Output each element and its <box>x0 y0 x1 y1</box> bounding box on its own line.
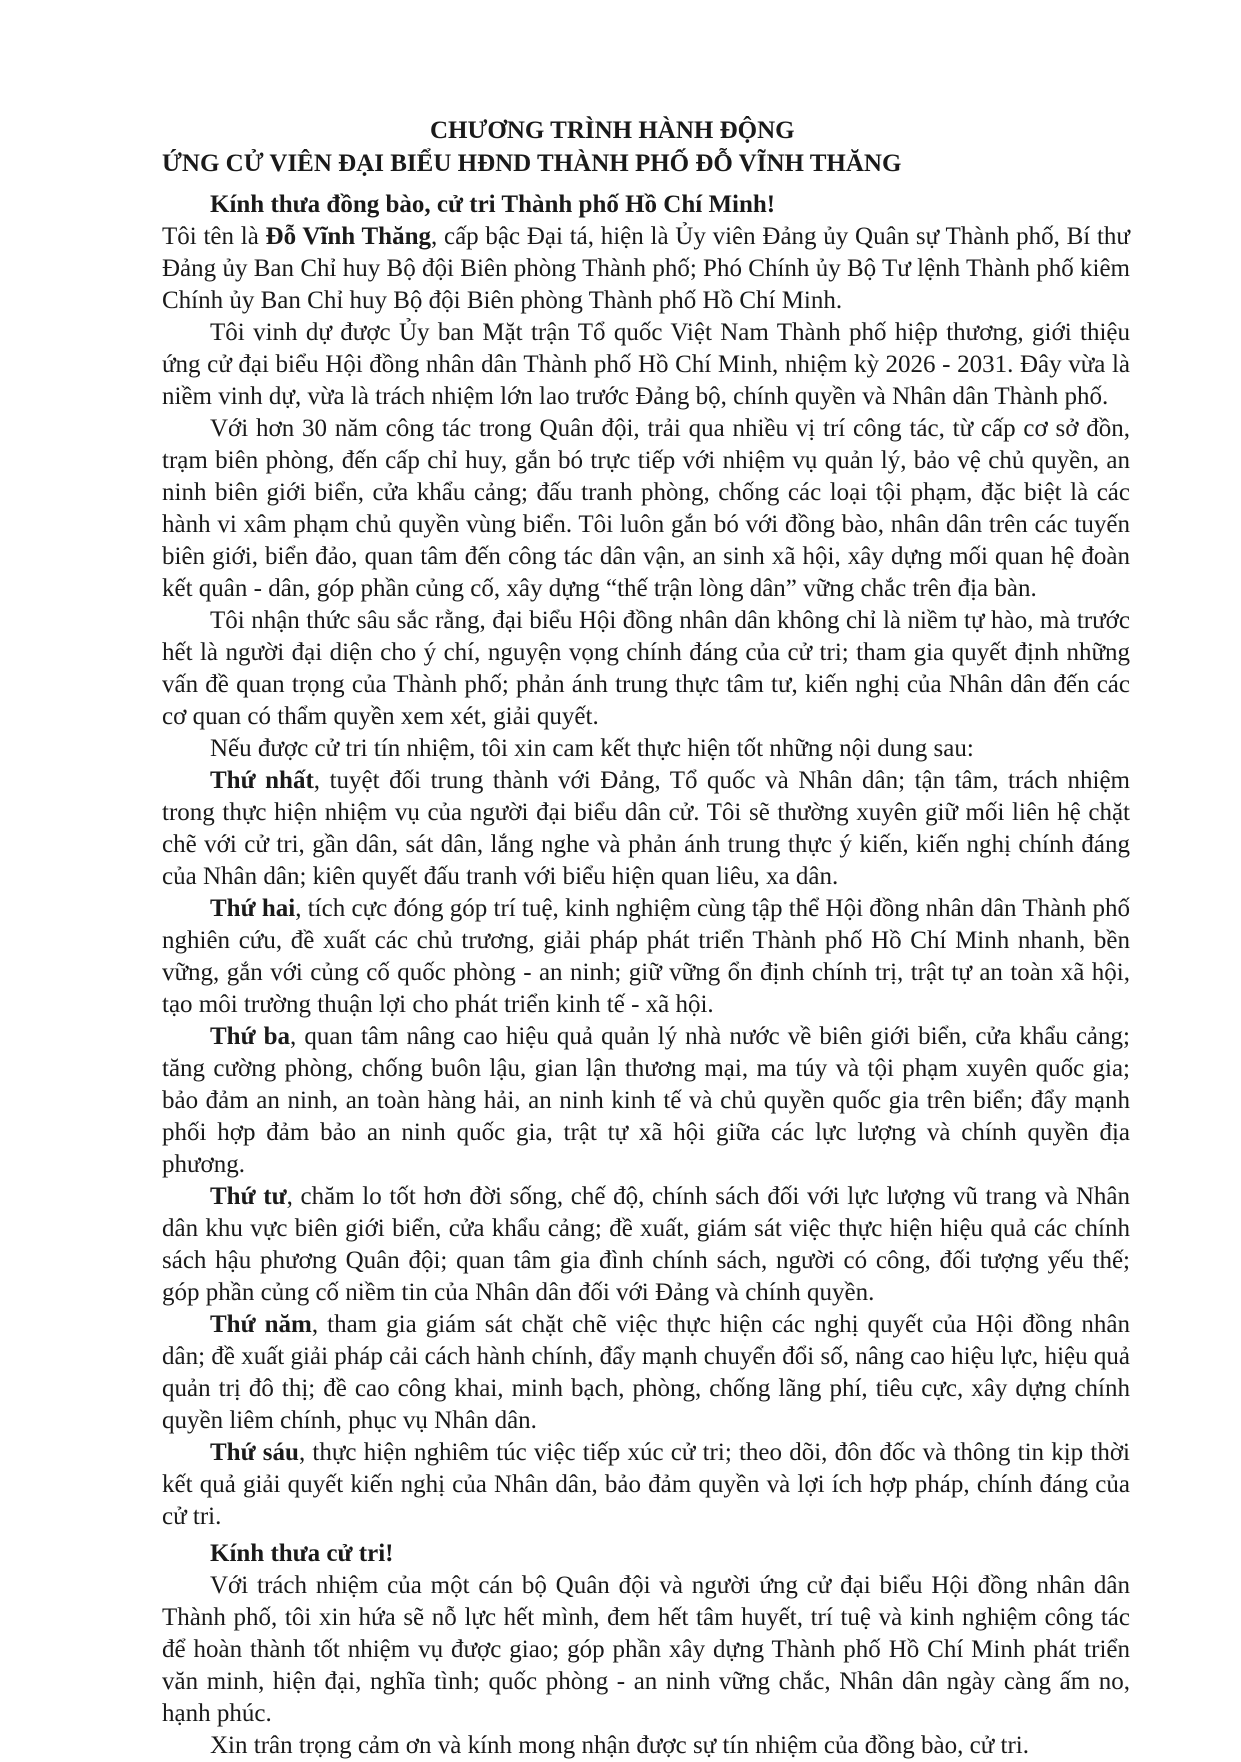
candidate-name: Đỗ Vĩnh Thăng <box>265 223 431 250</box>
document-title-line-2: ỨNG CỬ VIÊN ĐẠI BIỂU HĐND THÀNH PHỐ ĐỖ VĨNH THĂNG <box>162 150 902 177</box>
closing-greeting: Kính thưa cử tri! <box>210 1540 394 1567</box>
commitment-paragraph <box>162 1021 1130 1181</box>
commitment-text: , tuyệt đối trung thành với Đảng, Tổ quốc và Nhân dân; tận tâm, trách nhiệm trong thực hiện nhiệm vụ của người đại biểu dân cử. Tôi sẽ thường xuyên giữ mối liên hệ chặt chẽ với cử tri, gần dân, sát dân, lắng nghe và phản ánh trung thực ý kiến, kiến nghị chính đáng của Nhân dân; kiên quyết đấu tranh với biểu hiện quan liêu, xa dân. <box>162 767 1130 890</box>
closing-paragraph: Xin trân trọng cảm ơn và kính mong nhận được sự tín nhiệm của đồng bào, cử tri. <box>210 1732 1030 1759</box>
commitment-lead: Thứ hai <box>210 895 296 922</box>
commitment-paragraph <box>162 1309 1130 1437</box>
commitment-text: , thực hiện nghiêm túc việc tiếp xúc cử tri; theo dõi, đôn đốc và thông tin kịp thời kết quả giải quyết kiến nghị của Nhân dân, bảo đảm quyền và lợi ích hợp pháp, chính đáng của cử tri. <box>162 1439 1130 1530</box>
commitment-lead: Thứ năm <box>210 1311 312 1338</box>
commitment-text: , quan tâm nâng cao hiệu quả quản lý nhà nước về biên giới biển, cửa khẩu cảng; tăng cường phòng, chống buôn lậu, gian lận thương mại, ma túy và tội phạm xuyên quốc gia; bảo đảm an ninh, an toàn hàng hải, an ninh kinh tế và chủ quyền quốc gia trên biển; đẩy mạnh phối hợp đảm bảo an ninh quốc gia, trật tự xã hội giữa các lực lượng và chính quyền địa phương. <box>162 1023 1130 1178</box>
commitment-paragraph <box>162 893 1130 1021</box>
commitment-paragraph <box>162 1437 1130 1533</box>
intro-paragraph <box>162 221 1130 317</box>
commitment-text: , tham gia giám sát chặt chẽ việc thực hiện các nghị quyết của Hội đồng nhân dân; đề xuất giải pháp cải cách hành chính, đẩy mạnh chuyển đổi số, nâng cao hiệu lực, hiệu quả quản trị đô thị; đề cao công khai, minh bạch, phòng, chống lãng phí, tiêu cực, xây dựng chính quyền liêm chính, phục vụ Nhân dân. <box>162 1311 1130 1434</box>
commitment-paragraph <box>162 765 1130 893</box>
commitment-lead: Thứ nhất <box>210 767 314 794</box>
commitment-paragraph <box>162 1181 1130 1309</box>
body-paragraph: Tôi vinh dự được Ủy ban Mặt trận Tổ quốc Việt Nam Thành phố hiệp thương, giới thiệu ứng cử đại biểu Hội đồng nhân dân Thành phố Hồ Chí Minh, nhiệm kỳ 2026 - 2031. Đây vừa là niềm vinh dự, vừa là trách nhiệm lớn lao trước Đảng bộ, chính quyền và Nhân dân Thành phố. <box>162 319 1130 410</box>
opening-greeting: Kính thưa đồng bào, cử tri Thành phố Hồ Chí Minh! <box>210 191 776 218</box>
commitment-lead: Thứ ba <box>210 1023 291 1050</box>
document-title-line-1: CHƯƠNG TRÌNH HÀNH ĐỘNG <box>430 117 795 144</box>
commitment-lead: Thứ tư <box>210 1183 287 1210</box>
commitment-text: , chăm lo tốt hơn đời sống, chế độ, chính sách đối với lực lượng vũ trang và Nhân dân khu vực biên giới biển, cửa khẩu cảng; đề xuất, giám sát việc thực hiện hiệu quả các chính sách hậu phương Quân đội; quan tâm gia đình chính sách, người có công, đối tượng yếu thế; góp phần củng cố niềm tin của Nhân dân đối với Đảng và chính quyền. <box>162 1183 1130 1306</box>
closing-paragraph: Với trách nhiệm của một cán bộ Quân đội và người ứng cử đại biểu Hội đồng nhân dân Thành phố, tôi xin hứa sẽ nỗ lực hết mình, đem hết tâm huyết, trí tuệ và kinh nghiệm công tác để hoàn thành tốt nhiệm vụ được giao; góp phần xây dựng Thành phố Hồ Chí Minh phát triển văn minh, hiện đại, nghĩa tình; quốc phòng - an ninh vững chắc, Nhân dân ngày càng ấm no, hạnh phúc. <box>162 1572 1130 1727</box>
commitment-text: , tích cực đóng góp trí tuệ, kinh nghiệm cùng tập thể Hội đồng nhân dân Thành phố nghiên cứu, đề xuất các chủ trương, giải pháp phát triển Thành phố Hồ Chí Minh nhanh, bền vững, gắn với củng cố quốc phòng - an ninh; giữ vững ổn định chính trị, trật tự an toàn xã hội, tạo môi trường thuận lợi cho phát triển kinh tế - xã hội. <box>162 895 1130 1018</box>
intro-prefix: Tôi tên là <box>162 223 266 250</box>
intro-rest: , cấp bậc Đại tá, hiện là Ủy viên Đảng ủy Quân sự Thành phố, Bí thư Đảng ủy Ban Chỉ huy Bộ đội Biên phòng Thành phố; Phó Chính ủy Bộ Tư lệnh Thành phố kiêm Chính ủy Ban Chỉ huy Bộ đội Biên phòng Thành phố Hồ Chí Minh. <box>162 223 1130 314</box>
body-paragraph: Tôi nhận thức sâu sắc rằng, đại biểu Hội đồng nhân dân không chỉ là niềm tự hào, mà trước hết là người đại diện cho ý chí, nguyện vọng chính đáng của cử tri; tham gia quyết định những vấn đề quan trọng của Thành phố; phản ánh trung thực tâm tư, kiến nghị của Nhân dân đến các cơ quan có thẩm quyền xem xét, giải quyết. <box>162 607 1130 730</box>
commitment-lead: Thứ sáu <box>210 1439 299 1466</box>
document-page <box>162 114 1130 1762</box>
body-paragraph: Nếu được cử tri tín nhiệm, tôi xin cam kết thực hiện tốt những nội dung sau: <box>210 735 974 762</box>
body-paragraph: Với hơn 30 năm công tác trong Quân đội, trải qua nhiều vị trí công tác, từ cấp cơ sở đồn, trạm biên phòng, đến cấp chỉ huy, gắn bó trực tiếp với nhiệm vụ quản lý, bảo vệ chủ quyền, an ninh biên giới biển, cửa khẩu cảng; đấu tranh phòng, chống các loại tội phạm, đặc biệt là các hành vi xâm phạm chủ quyền vùng biển. Tôi luôn gắn bó với đồng bào, nhân dân trên các tuyến biên giới, biển đảo, quan tâm đến công tác dân vận, an sinh xã hội, xây dựng mối quan hệ đoàn kết quân - dân, góp phần củng cố, xây dựng “thế trận lòng dân” vững chắc trên địa bàn. <box>162 415 1130 602</box>
